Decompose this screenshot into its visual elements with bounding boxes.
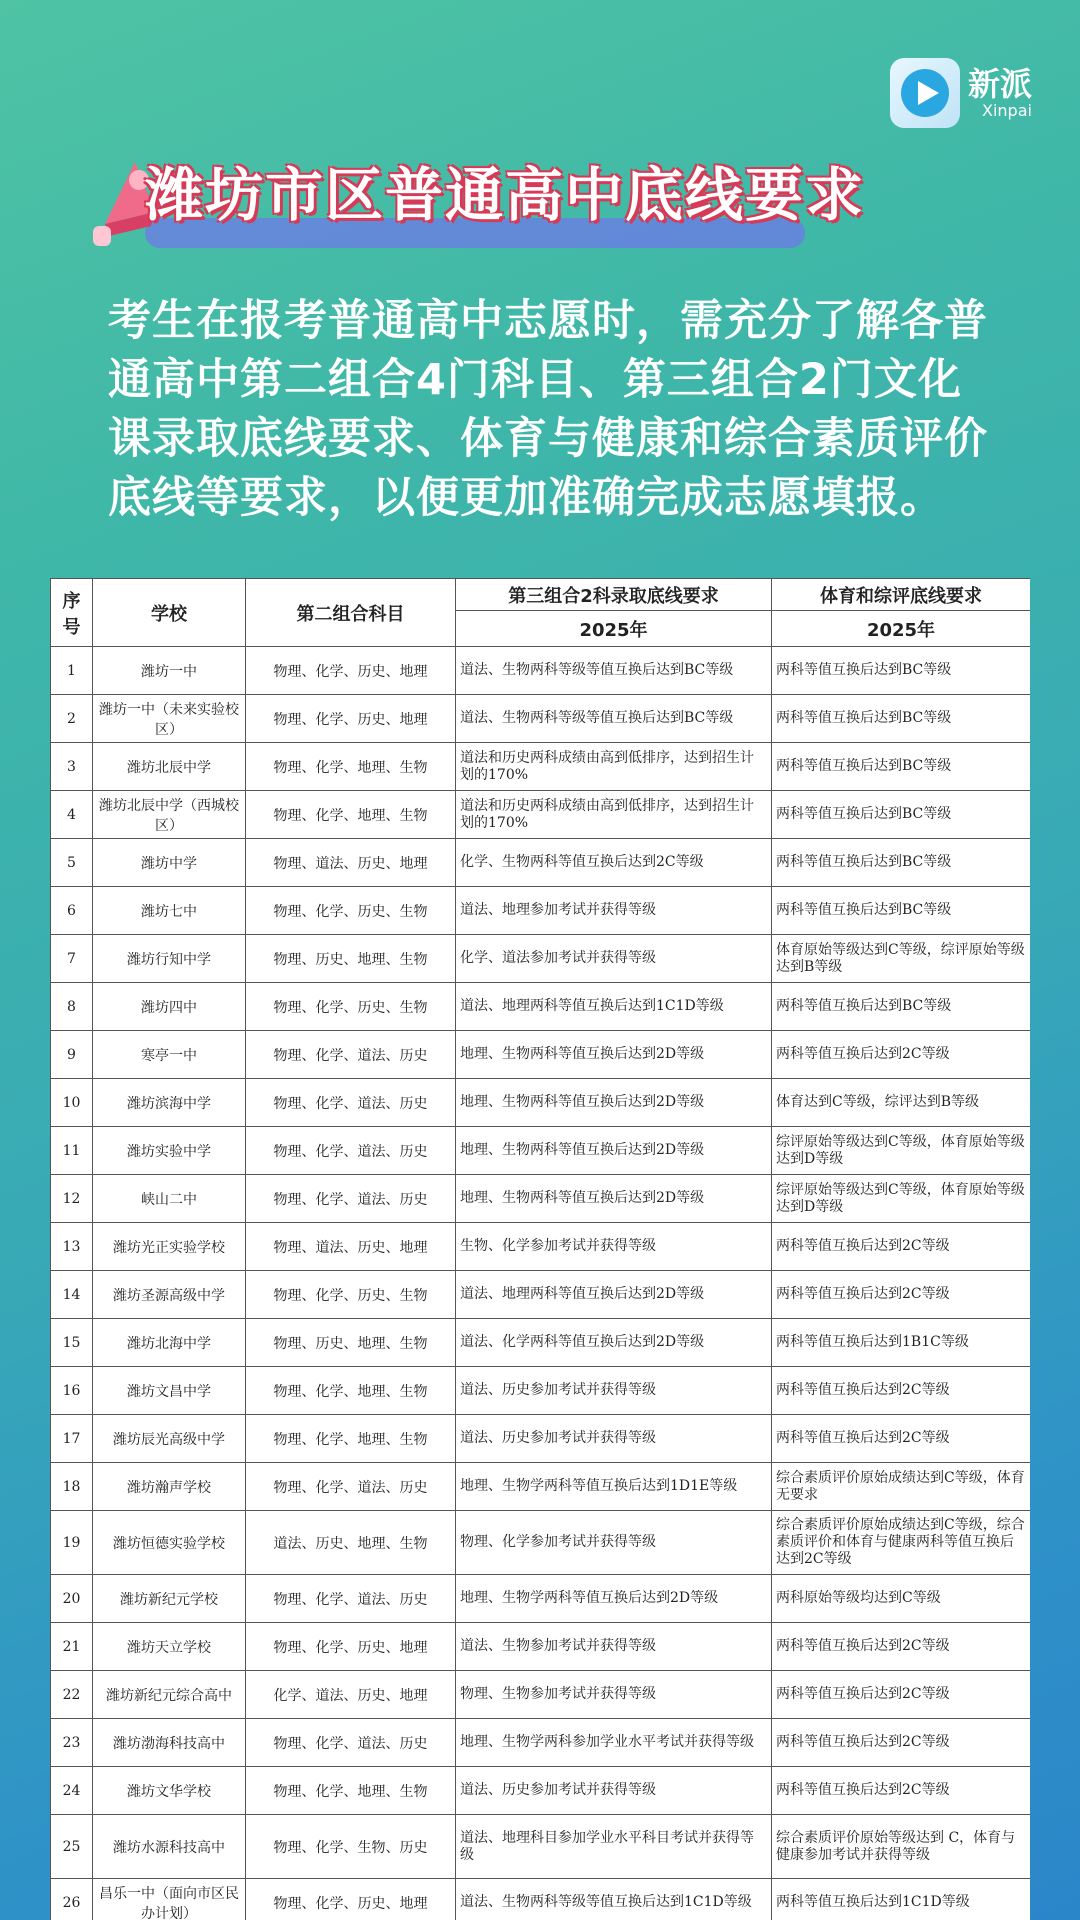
- cell-no: 13: [51, 1223, 93, 1271]
- cell-group3: 道法、地理两科等值互换后达到2D等级: [456, 1271, 772, 1319]
- cell-school: 昌乐一中（面向市区民办计划）: [93, 1879, 246, 1920]
- cell-school: 峡山二中: [93, 1175, 246, 1223]
- cell-sports: 两科等值互换后达到BC等级: [772, 887, 1031, 935]
- cell-sports: 综合素质评价原始成绩达到C等级，体育无要求: [772, 1463, 1031, 1511]
- cell-group2: 物理、化学、地理、生物: [246, 743, 456, 791]
- header-sports: 体育和综评底线要求: [772, 579, 1031, 611]
- cell-no: 14: [51, 1271, 93, 1319]
- cell-group2: 物理、化学、道法、历史: [246, 1463, 456, 1511]
- cell-group2: 物理、化学、地理、生物: [246, 1767, 456, 1815]
- cell-no: 21: [51, 1623, 93, 1671]
- table-row: [51, 935, 1031, 983]
- cell-group2: 物理、化学、道法、历史: [246, 1175, 456, 1223]
- cell-sports: 两科等值互换后达到2C等级: [772, 1223, 1031, 1271]
- cell-school: 潍坊一中: [93, 647, 246, 695]
- logo-name-en: Xinpai: [982, 100, 1032, 120]
- cell-group3: 地理、生物学两科等值互换后达到2D等级: [456, 1575, 772, 1623]
- table-row: [51, 695, 1031, 743]
- cell-sports: 两科等值互换后达到1C1D等级: [772, 1879, 1031, 1920]
- table-row: [51, 1367, 1031, 1415]
- logo-name-cn: 新派: [968, 64, 1033, 103]
- cell-no: 1: [51, 647, 93, 695]
- cell-school: 潍坊七中: [93, 887, 246, 935]
- cell-no: 22: [51, 1671, 93, 1719]
- cell-school: 潍坊新纪元学校: [93, 1575, 246, 1623]
- cell-group3: 道法和历史两科成绩由高到低排序，达到招生计划的170%: [456, 791, 772, 839]
- cell-group2: 物理、化学、道法、历史: [246, 1575, 456, 1623]
- cell-group2: 物理、化学、道法、历史: [246, 1719, 456, 1767]
- cell-group2: 道法、历史、地理、生物: [246, 1511, 456, 1575]
- cell-no: 7: [51, 935, 93, 983]
- cell-group2: 物理、化学、地理、生物: [246, 1415, 456, 1463]
- cell-sports: 两科等值互换后达到2C等级: [772, 1367, 1031, 1415]
- cell-group3: 物理、生物参加考试并获得等级: [456, 1671, 772, 1719]
- cell-group2: 物理、化学、地理、生物: [246, 791, 456, 839]
- cell-no: 17: [51, 1415, 93, 1463]
- cell-group3: 道法和历史两科成绩由高到低排序，达到招生计划的170%: [456, 743, 772, 791]
- cell-group3: 物理、化学参加考试并获得等级: [456, 1511, 772, 1575]
- table-row: [51, 1463, 1031, 1511]
- cell-school: 潍坊圣源高级中学: [93, 1271, 246, 1319]
- cell-group3: 地理、生物两科等值互换后达到2D等级: [456, 1031, 772, 1079]
- cell-no: 20: [51, 1575, 93, 1623]
- header-school: 学校: [93, 579, 246, 647]
- cell-no: 24: [51, 1767, 93, 1815]
- table-row: [51, 1271, 1031, 1319]
- cell-sports: 两科等值互换后达到2C等级: [772, 1623, 1031, 1671]
- cell-group3: 道法、历史参加考试并获得等级: [456, 1367, 772, 1415]
- cell-group3: 道法、地理两科等值互换后达到1C1D等级: [456, 983, 772, 1031]
- cell-group3: 道法、地理科目参加学业水平科目考试并获得等级: [456, 1815, 772, 1879]
- cell-school: 潍坊渤海科技高中: [93, 1719, 246, 1767]
- cell-group3: 化学、道法参加考试并获得等级: [456, 935, 772, 983]
- cell-no: 12: [51, 1175, 93, 1223]
- cell-no: 2: [51, 695, 93, 743]
- cell-school: 潍坊文昌中学: [93, 1367, 246, 1415]
- cell-group2: 物理、化学、历史、生物: [246, 887, 456, 935]
- page-title: 潍坊市区普通高中底线要求: [145, 161, 866, 229]
- cell-sports: 两科等值互换后达到2C等级: [772, 1671, 1031, 1719]
- cell-group2: 物理、化学、道法、历史: [246, 1079, 456, 1127]
- cell-group2: 物理、道法、历史、地理: [246, 1223, 456, 1271]
- table-row: [51, 1511, 1031, 1575]
- table-row: [51, 1719, 1031, 1767]
- cell-school: 潍坊光正实验学校: [93, 1223, 246, 1271]
- cell-no: 3: [51, 743, 93, 791]
- cell-group3: 道法、地理参加考试并获得等级: [456, 887, 772, 935]
- cell-sports: 体育达到C等级，综评达到B等级: [772, 1079, 1031, 1127]
- cell-no: 10: [51, 1079, 93, 1127]
- cell-sports: 两科等值互换后达到BC等级: [772, 839, 1031, 887]
- table-row: [51, 1879, 1031, 1920]
- cell-sports: 综合素质评价原始成绩达到C等级，综合素质评价和体育与健康两科等值互换后达到2C等级: [772, 1511, 1031, 1575]
- cell-sports: 两科等值互换后达到2C等级: [772, 1415, 1031, 1463]
- cell-school: 潍坊滨海中学: [93, 1079, 246, 1127]
- table-row: [51, 1575, 1031, 1623]
- cell-no: 8: [51, 983, 93, 1031]
- cell-no: 18: [51, 1463, 93, 1511]
- cell-sports: 两科等值互换后达到BC等级: [772, 647, 1031, 695]
- table-row: [51, 1031, 1031, 1079]
- table-row: [51, 1767, 1031, 1815]
- cell-school: 潍坊四中: [93, 983, 246, 1031]
- cell-school: 潍坊北海中学: [93, 1319, 246, 1367]
- cell-group2: 物理、化学、历史、生物: [246, 983, 456, 1031]
- cell-group2: 物理、历史、地理、生物: [246, 1319, 456, 1367]
- table-row: [51, 1815, 1031, 1879]
- cell-sports: 体育原始等级达到C等级，综评原始等级达到B等级: [772, 935, 1031, 983]
- header-year-sports: 2025年: [772, 611, 1031, 647]
- table-row: [51, 1319, 1031, 1367]
- cell-group2: 物理、化学、历史、地理: [246, 647, 456, 695]
- cell-group3: 生物、化学参加考试并获得等级: [456, 1223, 772, 1271]
- cell-no: 11: [51, 1127, 93, 1175]
- cell-sports: 综合素质评价原始等级达到 C，体育与健康参加考试并获得等级: [772, 1815, 1031, 1879]
- cell-group2: 物理、化学、历史、生物: [246, 1271, 456, 1319]
- cell-school: 潍坊新纪元综合高中: [93, 1671, 246, 1719]
- cell-sports: 两科等值互换后达到BC等级: [772, 695, 1031, 743]
- cell-group3: 道法、历史参加考试并获得等级: [456, 1767, 772, 1815]
- cell-group3: 化学、生物两科等值互换后达到2C等级: [456, 839, 772, 887]
- table-row: [51, 791, 1031, 839]
- intro-paragraph: 考生在报考普通高中志愿时，需充分了解各普通高中第二组合4门科目、第三组合2门文化课录取底线要求、体育与健康和综合素质评价底线等要求，以便更加准确完成志愿填报。: [108, 296, 988, 523]
- cell-no: 15: [51, 1319, 93, 1367]
- cell-group3: 道法、化学两科等值互换后达到2D等级: [456, 1319, 772, 1367]
- cell-group2: 物理、化学、历史、地理: [246, 1623, 456, 1671]
- cell-group3: 地理、生物两科等值互换后达到2D等级: [456, 1127, 772, 1175]
- cell-school: 潍坊北辰中学（西城校区）: [93, 791, 246, 839]
- cell-no: 6: [51, 887, 93, 935]
- cell-sports: 两科等值互换后达到BC等级: [772, 983, 1031, 1031]
- cell-group2: 物理、化学、历史、地理: [246, 695, 456, 743]
- cell-group2: 化学、道法、历史、地理: [246, 1671, 456, 1719]
- cell-school: 潍坊一中（未来实验校区）: [93, 695, 246, 743]
- header-group2: 第二组合科目: [246, 579, 456, 647]
- cell-no: 23: [51, 1719, 93, 1767]
- cell-sports: 综评原始等级达到C等级，体育原始等级达到D等级: [772, 1175, 1031, 1223]
- cell-group3: 道法、生物两科等级等值互换后达到1C1D等级: [456, 1879, 772, 1920]
- cell-group3: 地理、生物学两科等值互换后达到1D1E等级: [456, 1463, 772, 1511]
- cell-no: 25: [51, 1815, 93, 1879]
- cell-group3: 道法、历史参加考试并获得等级: [456, 1415, 772, 1463]
- header-group3: 第三组合2科录取底线要求: [456, 579, 772, 611]
- cell-group2: 物理、道法、历史、地理: [246, 839, 456, 887]
- table-row: [51, 839, 1031, 887]
- header-year-group3: 2025年: [456, 611, 772, 647]
- cell-school: 潍坊北辰中学: [93, 743, 246, 791]
- cell-school: 潍坊行知中学: [93, 935, 246, 983]
- cell-group2: 物理、化学、生物、历史: [246, 1815, 456, 1879]
- cell-sports: 两科等值互换后达到BC等级: [772, 743, 1031, 791]
- header-no: 序号: [51, 579, 93, 647]
- cell-school: 潍坊辰光高级中学: [93, 1415, 246, 1463]
- cell-sports: 两科等值互换后达到1B1C等级: [772, 1319, 1031, 1367]
- cell-group3: 道法、生物参加考试并获得等级: [456, 1623, 772, 1671]
- cell-no: 5: [51, 839, 93, 887]
- play-icon: [890, 58, 960, 128]
- cell-school: 潍坊水源科技高中: [93, 1815, 246, 1879]
- cell-no: 19: [51, 1511, 93, 1575]
- cell-sports: 两科等值互换后达到2C等级: [772, 1271, 1031, 1319]
- cell-school: 潍坊中学: [93, 839, 246, 887]
- cell-group2: 物理、历史、地理、生物: [246, 935, 456, 983]
- cell-no: 16: [51, 1367, 93, 1415]
- cell-school: 潍坊实验中学: [93, 1127, 246, 1175]
- cell-group2: 物理、化学、道法、历史: [246, 1127, 456, 1175]
- cell-no: 26: [51, 1879, 93, 1920]
- table-row: [51, 743, 1031, 791]
- cell-school: 潍坊文华学校: [93, 1767, 246, 1815]
- cell-school: 潍坊瀚声学校: [93, 1463, 246, 1511]
- cell-no: 9: [51, 1031, 93, 1079]
- xinpai-logo: [890, 55, 1060, 130]
- cell-group3: 地理、生物学两科参加学业水平考试并获得等级: [456, 1719, 772, 1767]
- title-banner: [85, 148, 866, 258]
- table-row: [51, 1175, 1031, 1223]
- cell-sports: 两科原始等级均达到C等级: [772, 1575, 1031, 1623]
- table-row: [51, 887, 1031, 935]
- cell-group2: 物理、化学、历史、地理: [246, 1879, 456, 1920]
- cell-school: 潍坊天立学校: [93, 1623, 246, 1671]
- cell-sports: 两科等值互换后达到2C等级: [772, 1031, 1031, 1079]
- cell-group3: 地理、生物两科等值互换后达到2D等级: [456, 1079, 772, 1127]
- cell-sports: 两科等值互换后达到2C等级: [772, 1719, 1031, 1767]
- cell-no: 4: [51, 791, 93, 839]
- cell-sports: 两科等值互换后达到2C等级: [772, 1767, 1031, 1815]
- table-row: [51, 1671, 1031, 1719]
- table-row: [51, 1079, 1031, 1127]
- cell-group3: 地理、生物两科等值互换后达到2D等级: [456, 1175, 772, 1223]
- table-row: [51, 983, 1031, 1031]
- requirements-table: [50, 578, 1030, 1920]
- cell-group3: 道法、生物两科等级等值互换后达到BC等级: [456, 647, 772, 695]
- cell-sports: 两科等值互换后达到BC等级: [772, 791, 1031, 839]
- cell-group2: 物理、化学、道法、历史: [246, 1031, 456, 1079]
- cell-group2: 物理、化学、地理、生物: [246, 1367, 456, 1415]
- cell-school: 潍坊恒德实验学校: [93, 1511, 246, 1575]
- table-row: [51, 1415, 1031, 1463]
- table-row: [51, 647, 1031, 695]
- table-row: [51, 1223, 1031, 1271]
- table-row: [51, 1623, 1031, 1671]
- cell-school: 寒亭一中: [93, 1031, 246, 1079]
- table-row: [51, 1127, 1031, 1175]
- cell-sports: 综评原始等级达到C等级，体育原始等级达到D等级: [772, 1127, 1031, 1175]
- cell-group3: 道法、生物两科等级等值互换后达到BC等级: [456, 695, 772, 743]
